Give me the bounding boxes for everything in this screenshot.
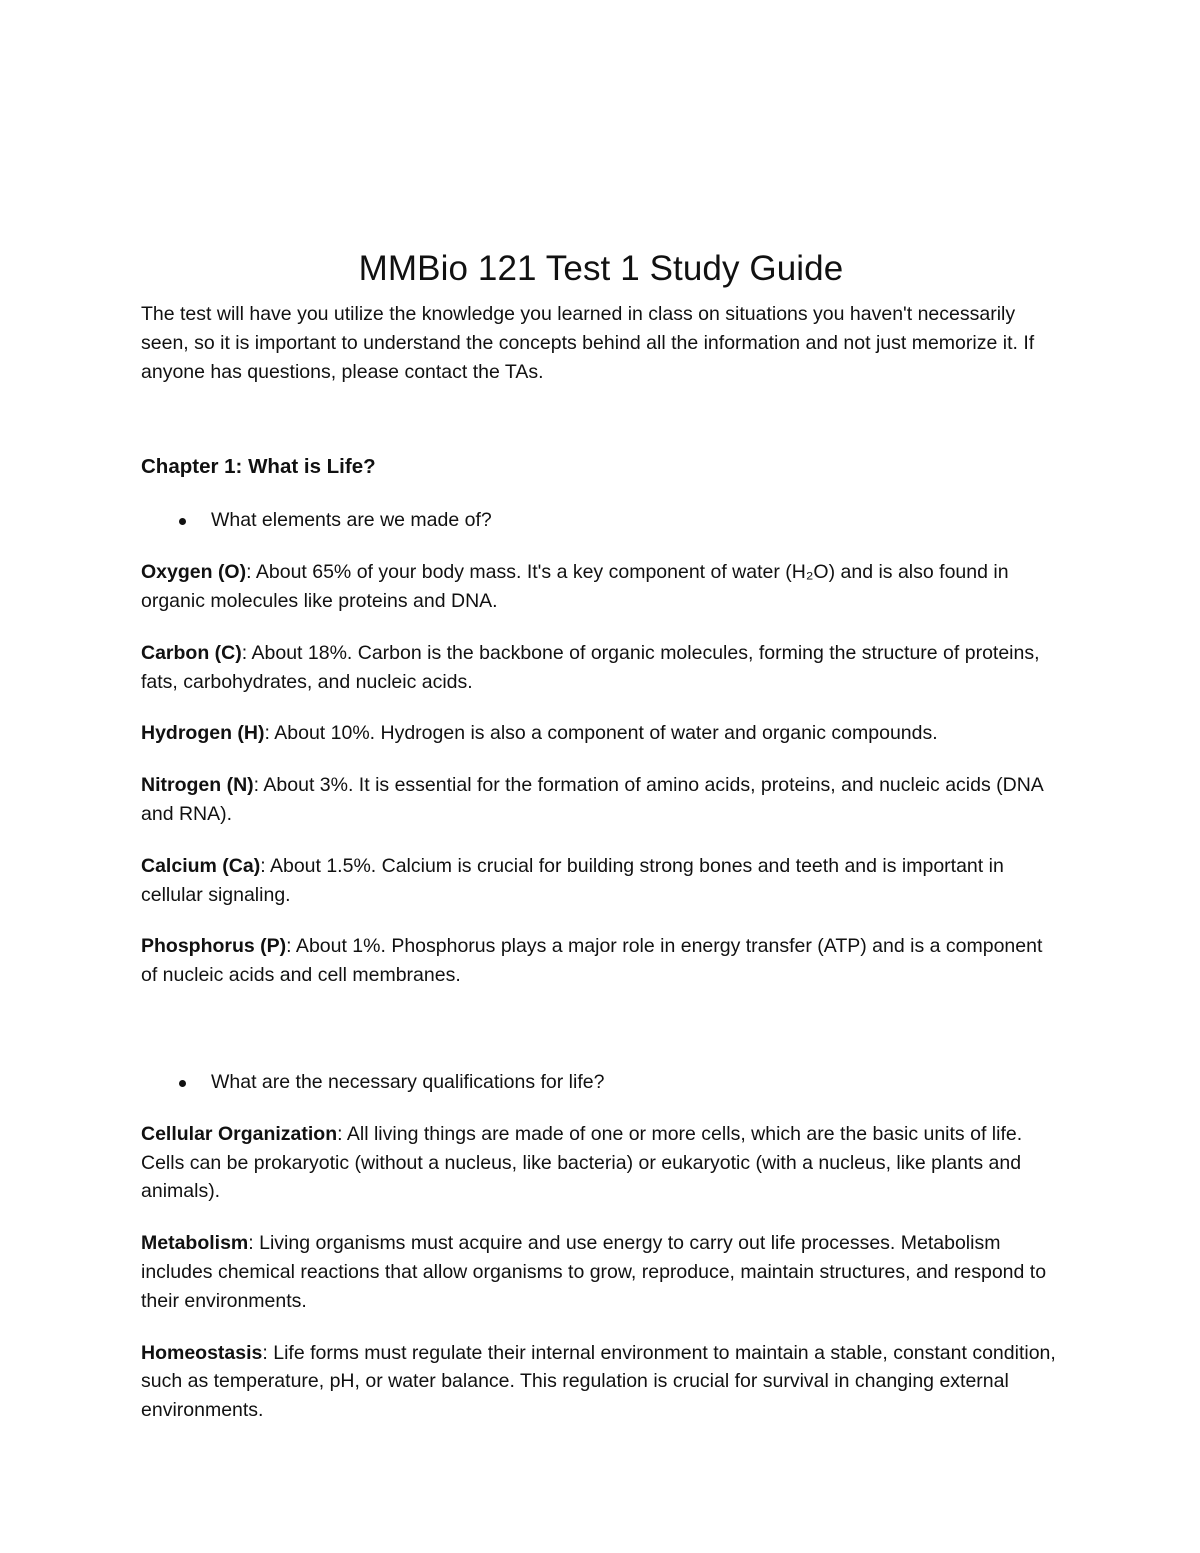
bullet-dot-icon: [179, 1080, 186, 1087]
element-entry-oxygen: [141, 558, 1061, 616]
bullet-question-text: What are the necessary qualifications for life?: [211, 1070, 605, 1093]
element-entry-hydrogen: [141, 719, 1061, 748]
document-title: MMBio 121 Test 1 Study Guide: [358, 249, 844, 288]
element-entry-carbon: [141, 639, 1061, 697]
element-entry-calcium: [141, 852, 1061, 910]
entry-text: : About 18%. Carbon is the backbone of organic molecules, forming the structure of proteins, fats, carbohydrates, and nucleic acids.: [141, 641, 1040, 693]
entry-term: Homeostasis: [141, 1341, 263, 1364]
entry-term: Cellular Organization: [141, 1122, 338, 1145]
document-content: [141, 246, 1061, 1425]
entry-text: : Living organisms must acquire and use energy to carry out life processes. Metabolism includes chemical reactions that allow organisms to grow, reproduce, maintain structures, and respond to their environments.: [141, 1232, 1047, 1312]
entry-text: : About 1.5%. Calcium is crucial for building strong bones and teeth and is important in cellular signaling.: [141, 854, 1004, 906]
entry-text: : About 10%. Hydrogen is also a component of water and organic compounds.: [264, 722, 938, 745]
entry-term: Oxygen (O): [141, 561, 247, 584]
entry-text: : About 65% of your body mass. It's a key component of water (H₂O) and is also found in organic molecules like proteins and DNA.: [141, 561, 1009, 612]
qualification-entry-metabolism: [141, 1229, 1061, 1315]
bullet-question-elements: [141, 506, 1061, 535]
entry-term: Phosphorus (P): [141, 935, 287, 958]
entry-term: Hydrogen (H): [141, 722, 265, 745]
entry-term: Calcium (Ca): [141, 854, 261, 877]
entry-term: Carbon (C): [141, 641, 242, 664]
chapter-1-heading: Chapter 1: What is Life?: [141, 455, 376, 479]
entry-text: : About 3%. It is essential for the formation of amino acids, proteins, and nucleic acids (DNA and RNA).: [141, 774, 1043, 825]
intro-paragraph: The test will have you utilize the knowledge you learned in class on situations you haven't necessarily seen, so it is important to understand the concepts behind all the information and not just memorize it. If anyone has questions, please contact the TAs.: [141, 303, 1035, 383]
entry-text: : About 1%. Phosphorus plays a major role in energy transfer (ATP) and is a component of nucleic acids and cell membranes.: [141, 935, 1043, 987]
bullet-dot-icon: [179, 518, 186, 525]
element-entry-phosphorus: [141, 932, 1061, 990]
qualification-entry-homeostasis: [141, 1339, 1061, 1425]
entry-term: Nitrogen (N): [141, 774, 254, 797]
entry-text: : All living things are made of one or more cells, which are the basic units of life. Cells can be prokaryotic (without a nucleus, like bacteria) or eukaryotic (with a nucleus, like plants and animals).: [141, 1122, 1023, 1203]
entry-text: : Life forms must regulate their internal environment to maintain a stable, constant condition, such as temperature, pH, or water balance. This regulation is crucial for survival in changing external environments.: [141, 1341, 1056, 1422]
bullet-question-qualifications: [141, 1068, 1061, 1097]
bullet-question-text: What elements are we made of?: [211, 509, 492, 532]
element-entry-nitrogen: [141, 771, 1061, 829]
qualification-entry-cellular-organization: [141, 1120, 1061, 1206]
entry-term: Metabolism: [141, 1232, 249, 1255]
